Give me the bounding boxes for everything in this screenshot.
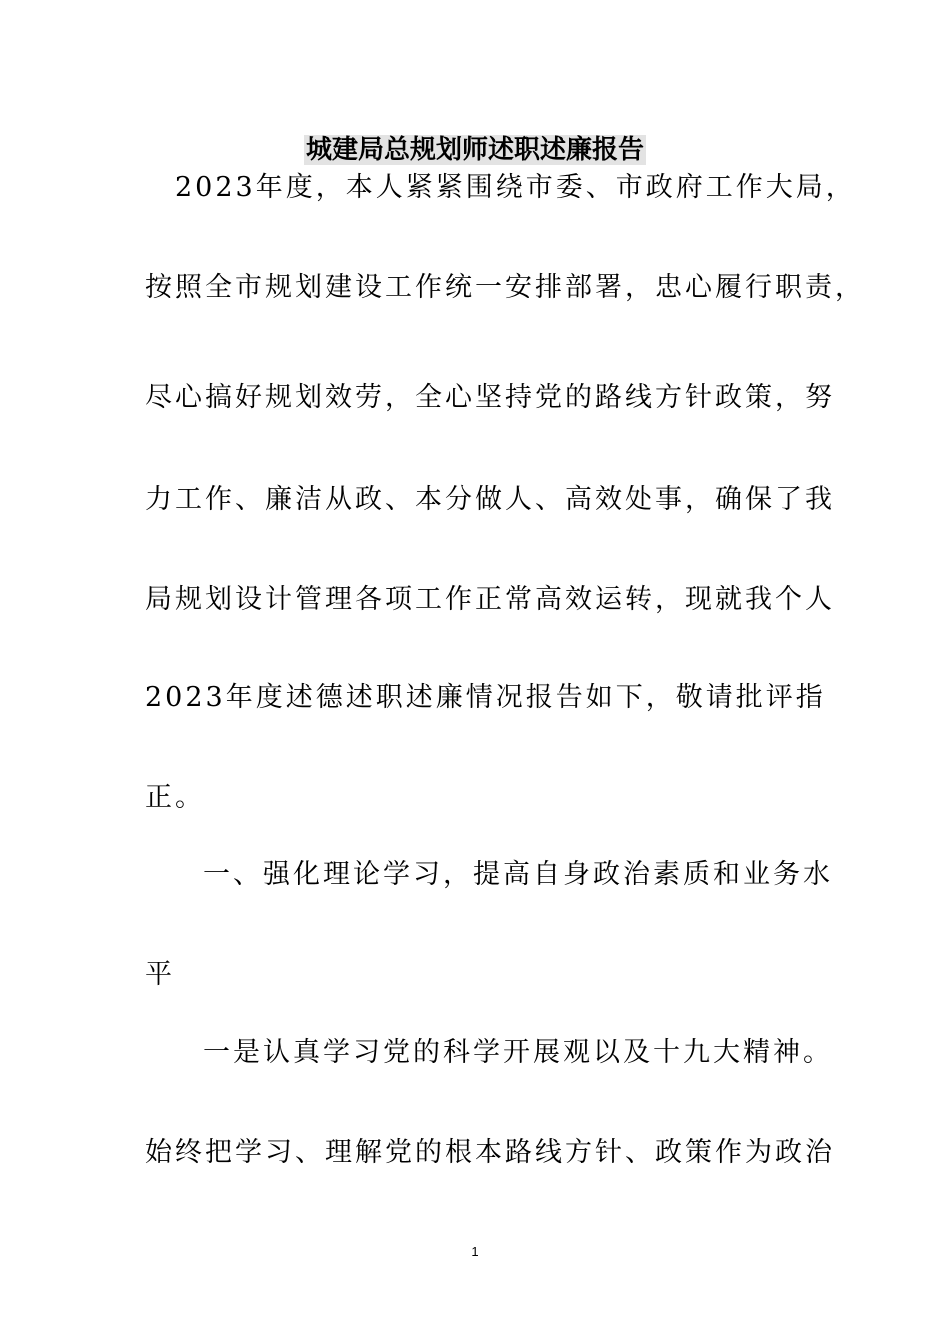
paragraph-line: 尽心搞好规划效劳，全心坚持党的路线方针政策，努 bbox=[145, 382, 835, 413]
section-heading-line: 一、强化理论学习，提高自身政治素质和业务水 bbox=[203, 859, 833, 890]
paragraph-line: 正。 bbox=[145, 782, 205, 813]
paragraph-line: 2023年度述德述职述廉情况报告如下，敬请批评指 bbox=[145, 682, 826, 713]
paragraph-line: 局规划设计管理各项工作正常高效运转，现就我个人 bbox=[145, 584, 835, 615]
section-heading-line: 平 bbox=[145, 959, 175, 990]
paragraph-line: 始终把学习、理解党的根本路线方针、政策作为政治 bbox=[145, 1137, 835, 1168]
paragraph-line: 2023年度，本人紧紧围绕市委、市政府工作大局， bbox=[175, 172, 856, 203]
page-number: 1 bbox=[471, 1244, 479, 1259]
document-title-text: 城建局总规划师述职述廉报告 bbox=[305, 135, 644, 165]
paragraph-line: 一是认真学习党的科学开展观以及十九大精神。 bbox=[203, 1037, 833, 1068]
paragraph-line: 力工作、廉洁从政、本分做人、高效处事，确保了我 bbox=[145, 484, 835, 515]
paragraph-line: 按照全市规划建设工作统一安排部署，忠心履行职责， bbox=[145, 272, 865, 303]
document-title bbox=[0, 130, 950, 170]
